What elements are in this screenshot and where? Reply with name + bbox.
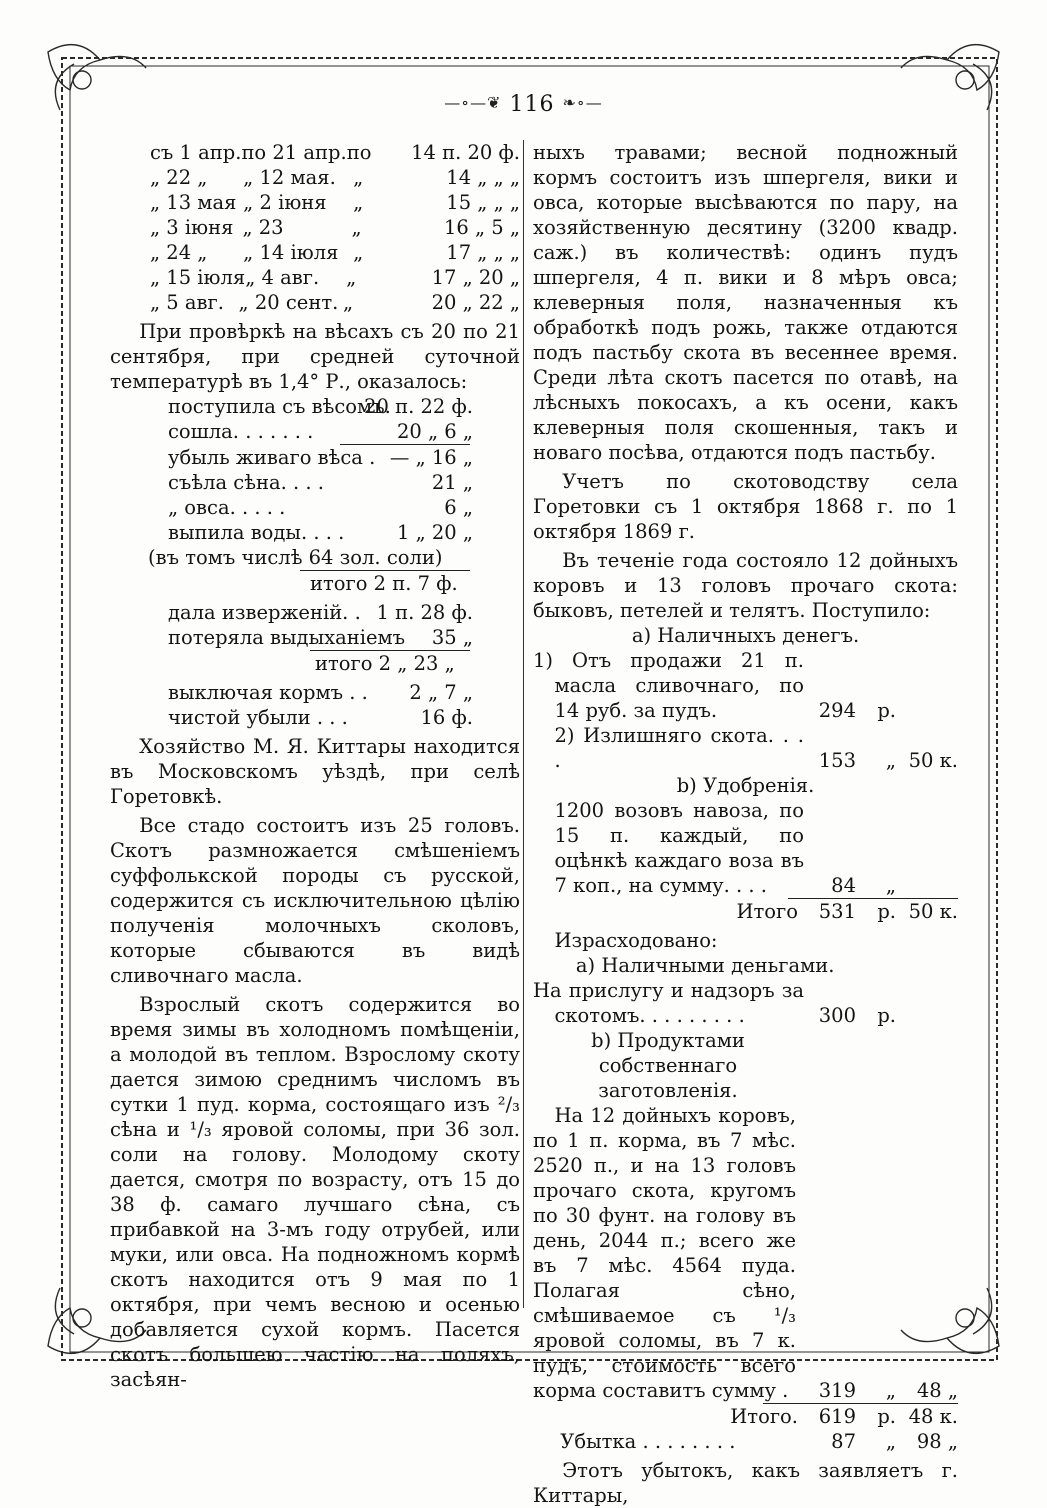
income-text: 1200 возовъ навоза, по 15 п. каждый, по оцѣнкѣ каждаго воза въ 7 коп., на сумму. . . . (554, 799, 804, 897)
paragraph-herd: Все стадо состоитъ изъ 25 головъ. Скотъ размножается смѣшенiемъ суффолькской породы съ русской, содержится съ исключительною цѣлiю полученiя молочныхъ сколовъ, которые сбываются въ видѣ сливочнаго масла. (110, 814, 520, 987)
table-row (110, 190, 520, 215)
amount-unit: р. (877, 699, 896, 722)
amount-rubles: 153 (818, 749, 856, 772)
list-item (110, 394, 520, 419)
total-kopecks: 50 к. (908, 900, 958, 923)
total-kopecks: 48 к. (908, 1405, 958, 1428)
expense-heading-a: а) Наличными деньгами. (575, 954, 835, 977)
column-divider (523, 140, 524, 1308)
weight-value: 1 „ 20 „ (396, 521, 473, 544)
total-label: Итого. (730, 1405, 798, 1428)
loss-kopecks: 98 „ (916, 1430, 958, 1453)
weight-label: убыль живаго вѣса . (168, 446, 376, 469)
income-text: 2) Излишняго скота. . . . (554, 724, 804, 772)
subtotal-1: итого 2 п. 7 ф. (310, 572, 458, 595)
weight-value: 16 ф. (420, 706, 473, 729)
amount-unit: „ (885, 1379, 896, 1402)
table-row (110, 140, 520, 165)
schedule-to: „ 23 (242, 216, 284, 239)
schedule-from: „ 3 iюня (150, 216, 234, 239)
weight-label: дала изверженiй. . (168, 601, 361, 624)
right-column (533, 140, 958, 1508)
list-item (110, 600, 520, 625)
list-item (110, 520, 520, 545)
paragraph-winter: Взрослый скотъ содержится во время зимы въ холодномъ помѣщенiи, а молодой въ теплом. Взрослому скоту дается зимою среднимъ числомъ въ сутки 1 пуд. корма, состоящаго изъ ²/₃ сѣна и ¹/₃ яровой соломы, при 36 зол. соли на голову. Молодому скоту дается, смотря по возрасту, отъ 15 до 38 ф. самаго лучшаго сѣна, съ прибавкой на 3-мъ году отрубей, или муки, или овса. На подножномъ кормѣ скотъ находится отъ 9 мая по 1 октября, при чемъ весною и осенью добавляется сухой кормъ. Пасется скотъ большею частiю на поляхъ, засѣян- (110, 993, 520, 1391)
schedule-to: „ 12 мая. (243, 166, 336, 189)
amount-rubles: 84 (831, 874, 856, 897)
amount-unit: р. (877, 1004, 896, 1027)
schedule-from: съ 1 апр. (150, 141, 242, 164)
schedule-weight: 20 „ 22 „ (431, 291, 521, 314)
schedule-to: „ 20 сент. (238, 291, 339, 314)
total-unit: р. (877, 1405, 896, 1428)
schedule-per: „ (346, 266, 357, 289)
table-row (110, 265, 520, 290)
salt-note: (въ томъ числѣ 64 зол. соли) (148, 546, 443, 569)
expense-text: На прислугу и надзоръ за скотомъ. . . . . . . . . (533, 979, 804, 1027)
header-left-ornament-icon: —∘—❦ (444, 93, 502, 112)
amount-rubles: 300 (818, 1004, 856, 1027)
schedule-per: „ (353, 166, 364, 189)
income-total-row (533, 899, 958, 924)
amount-unit: „ (885, 874, 896, 897)
schedule-from: „ 22 „ (150, 166, 208, 189)
income-row (533, 648, 958, 723)
amount-unit: „ (885, 749, 896, 772)
weight-label: выключая кормъ . . (168, 681, 368, 704)
income-text: 1) Отъ продажи 21 п. масла сливочнаго, по 14 руб. за пудъ. (533, 649, 804, 722)
income-row (533, 723, 958, 773)
schedule-to: „ 4 авг. (245, 266, 320, 289)
amount-rubles: 294 (818, 699, 856, 722)
expense-total-row (533, 1404, 958, 1429)
weight-label: потеряла выдыханiемъ (168, 626, 406, 649)
schedule-to: по 21 апр. (241, 141, 347, 164)
table-row (110, 215, 520, 240)
page-header (0, 92, 1047, 117)
schedule-weight: 14 „ „ „ (446, 166, 520, 189)
subtotal-2: итого 2 „ 23 „ (315, 652, 455, 675)
weight-label: сошла. . . . . . . (168, 420, 314, 443)
weight-value: 2 „ 7 „ (409, 681, 473, 704)
list-item (110, 445, 520, 470)
weight-label: выпила воды. . . . (168, 521, 345, 544)
feeding-schedule-table (110, 140, 520, 315)
weight-value: — „ 16 „ (389, 446, 473, 469)
paragraph-closing: Этотъ убытокъ, какъ заявляетъ г. Киттары, (533, 1459, 958, 1507)
expenses-heading: Израсходовано: (554, 929, 718, 952)
loss-rubles: 87 (831, 1430, 856, 1453)
schedule-to: „ 14 iюля (243, 241, 339, 264)
weight-label: чистой убыли . . . (168, 706, 348, 729)
page-number: 116 (509, 92, 555, 117)
weight-label: „ овса. . . . . (168, 496, 286, 519)
expense-row (533, 978, 958, 1028)
schedule-from: „ 5 авг. (150, 291, 224, 314)
weight-value: 1 п. 28 ф. (376, 601, 473, 624)
schedule-from: „ 24 „ (150, 241, 208, 264)
income-heading-b: b) Удобренiя. (676, 774, 815, 797)
paragraph-pasture: ныхъ травами; весной подножный кормъ состоитъ изъ шпергеля, вики и овса, которые высѣваются по пару, на хозяйственную десятину (3200 квадр. саж.) въ количествѣ: одинъ пудъ шпергеля, 4 п. вики и 8 мѣръ овса; клеверныя поля, назначенныя къ обработкѣ подъ рожь, также отдаются подъ пастьбу скота въ весеннее время. Среди лѣта скотъ пасется по отавѣ, на лѣсныхъ покосахъ, а къ осени, какъ клеверныя поля скошенныя, такъ и новаго посѣва, отдаются подъ пастьбу. (533, 141, 958, 464)
schedule-per: „ (351, 216, 362, 239)
list-item (110, 705, 520, 730)
schedule-from: „ 15 iюля (150, 266, 246, 289)
table-row (110, 290, 520, 315)
amount-kopecks: 48 „ (916, 1379, 958, 1402)
schedule-per: „ (353, 191, 364, 214)
weight-value: 35 „ (431, 626, 473, 649)
list-item (110, 470, 520, 495)
schedule-per: „ (343, 291, 354, 314)
weight-value: 20 п. 22 ф. (364, 395, 473, 418)
schedule-per: по (346, 141, 372, 164)
schedule-per: „ (353, 241, 364, 264)
table-row (110, 165, 520, 190)
header-right-ornament-icon: ❧∘— (562, 93, 603, 112)
schedule-weight: 14 п. 20 ф. (411, 141, 520, 164)
list-item (110, 680, 520, 705)
expense-heading-b: b) Продуктами собственнаго заготовленiя. (591, 1029, 745, 1102)
loss-unit: „ (885, 1430, 896, 1453)
weight-label: поступила съ вѣсомъ. (168, 395, 391, 418)
weight-value: 6 „ (444, 496, 473, 519)
paragraph-farm: Хозяйство М. Я. Киттары находится въ Московскомъ уѣздѣ, при селѣ Горетовкѣ. (110, 735, 520, 808)
schedule-weight: 16 „ 5 „ (443, 216, 520, 239)
schedule-weight: 15 „ „ „ (446, 191, 520, 214)
loss-row (533, 1429, 958, 1454)
paragraph-account-title: Учетъ по скотоводству села Горетовки съ 1 октября 1868 г. по 1 октября 1869 г. (533, 470, 958, 543)
schedule-to: „ 2 iюня (243, 191, 327, 214)
amount-rubles: 319 (818, 1379, 856, 1402)
total-rubles: 619 (818, 1405, 856, 1428)
weight-value: 21 „ (431, 471, 473, 494)
weighing-results (110, 394, 520, 730)
total-unit: р. (877, 900, 896, 923)
table-row (110, 240, 520, 265)
paragraph-weighing: При провѣркѣ на вѣсахъ съ 20 по 21 сентября, при средней суточной температурѣ въ 1,4° Р., оказалось: (110, 320, 520, 393)
paragraph-year: Въ теченiе года состояло 12 дойныхъ коровъ и 13 головъ прочаго скота: быковъ, петелей и телятъ. Поступило: (533, 549, 958, 622)
amount-kopecks: 50 к. (908, 749, 958, 772)
schedule-weight: 17 „ „ „ (446, 241, 520, 264)
list-item (110, 419, 520, 444)
list-item (110, 495, 520, 520)
list-item (110, 625, 520, 650)
expense-text: На 12 дойныхъ коровъ, по 1 п. корма, въ 7 мѣс. 2520 п., и на 13 головъ прочаго скота, кругомъ по 30 фунт. на голову въ день, 2044 п.; всего же въ 7 мѣс. 4564 пуда. Полагая сѣно, смѣшиваемое съ ¹/₃ яровой соломы, въ 7 к. пудъ, стоимость всего корма составитъ сумму . (533, 1104, 796, 1402)
total-rubles: 531 (818, 900, 856, 923)
loss-label: Убытка . . . . . . . . (560, 1430, 736, 1453)
weight-label: съѣла сѣна. . . . (168, 471, 324, 494)
total-label: Итого (736, 900, 798, 923)
expense-row (533, 1103, 958, 1403)
schedule-from: „ 13 мая (150, 191, 237, 214)
income-heading-a: а) Наличныхъ денегъ. (631, 624, 860, 647)
left-column (110, 140, 520, 1392)
income-row (533, 798, 958, 898)
weight-value: 20 „ 6 „ (396, 420, 473, 443)
schedule-weight: 17 „ 20 „ (431, 266, 520, 289)
